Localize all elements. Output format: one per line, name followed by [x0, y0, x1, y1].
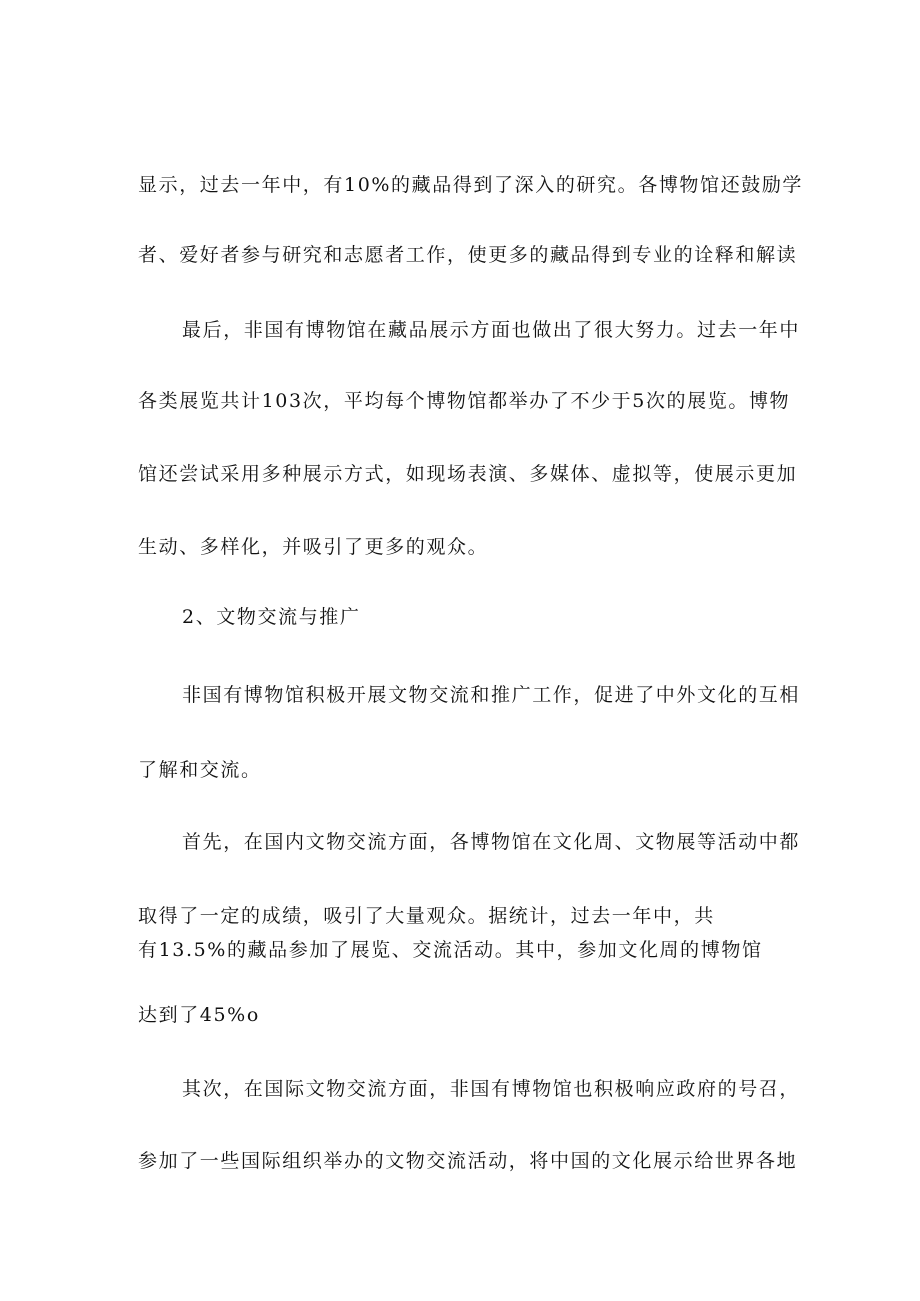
- section-heading: 2、文物交流与推广: [182, 606, 361, 628]
- text-line: 非国有博物馆积极开展文物交流和推广工作，促进了中外文化的互相: [182, 684, 801, 706]
- text-line: 有13.5%的藏品参加了展览、交流活动。其中，参加文化周的博物馆: [138, 939, 763, 961]
- text-line: 馆还尝试采用多种展示方式，如现场表演、多媒体、虚拟等，使展示更加: [138, 463, 798, 485]
- text-line: 最后，非国有博物馆在藏品展示方面也做出了很大努力。过去一年中: [182, 319, 801, 341]
- text-line: 达到了45%o: [138, 1004, 260, 1026]
- text-line: 取得了一定的成绩，吸引了大量观众。据统计，过去一年中，共: [138, 905, 715, 927]
- text-line: 了解和交流。: [138, 759, 262, 781]
- text-line: 者、爱好者参与研究和志愿者工作，使更多的藏品得到专业的诠释和解读: [138, 244, 798, 266]
- text-line: 首先，在国内文物交流方面，各博物馆在文化周、文物展等活动中都: [182, 831, 801, 853]
- text-line: 各类展览共计103次，平均每个博物馆都举办了不少于5次的展览。博物: [138, 390, 791, 412]
- text-line: 其次，在国际文物交流方面，非国有博物馆也积极响应政府的号召，: [182, 1078, 801, 1100]
- text-line: 参加了一些国际组织举办的文物交流活动，将中国的文化展示给世界各地: [138, 1150, 798, 1172]
- text-line: 生动、多样化，并吸引了更多的观众。: [138, 536, 489, 558]
- text-line: 显示，过去一年中，有10%的藏品得到了深入的研究。各博物馆还鼓励学: [138, 174, 804, 196]
